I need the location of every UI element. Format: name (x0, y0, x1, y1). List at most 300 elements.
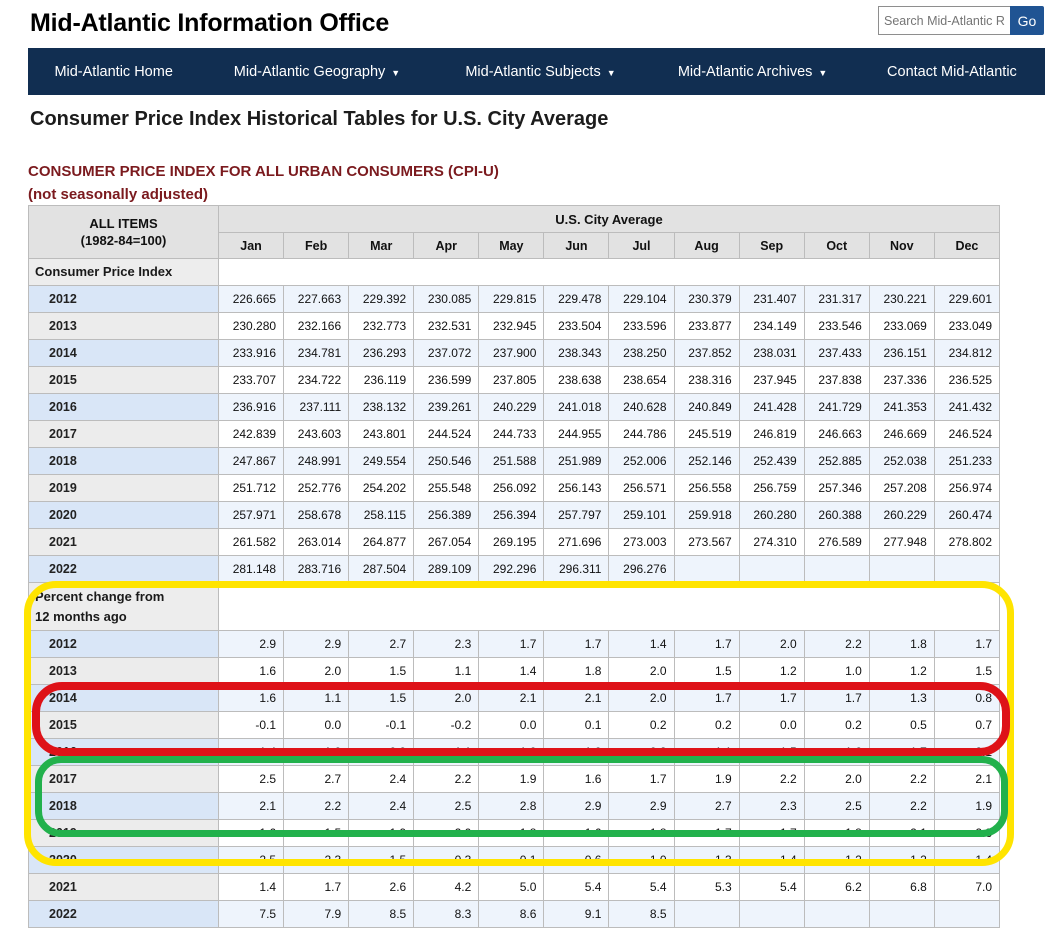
page-header (30, 6, 1044, 38)
value-cell: 259.918 (674, 502, 739, 529)
value-cell: 2.2 (869, 766, 934, 793)
value-cell: 8.3 (414, 901, 479, 928)
value-cell: 289.109 (414, 556, 479, 583)
section-header-row (29, 583, 1000, 631)
nav-item-label: Mid-Atlantic Geography (233, 63, 386, 80)
value-cell: 0.2 (674, 712, 739, 739)
value-cell: 246.663 (804, 421, 869, 448)
value-cell: 0.5 (869, 712, 934, 739)
value-cell: 257.208 (869, 475, 934, 502)
value-cell: 242.839 (219, 421, 284, 448)
value-cell: 0.1 (544, 712, 609, 739)
value-cell: 1.1 (414, 739, 479, 766)
value-cell: 2.1 (479, 685, 544, 712)
value-cell: 257.797 (544, 502, 609, 529)
year-cell: 2012 (29, 286, 219, 313)
value-cell: 237.852 (674, 340, 739, 367)
value-cell: 1.6 (544, 820, 609, 847)
value-cell: 1.7 (739, 685, 804, 712)
value-cell: 2.1 (219, 793, 284, 820)
value-cell: 230.280 (219, 313, 284, 340)
value-cell: 1.7 (674, 685, 739, 712)
value-cell: 233.504 (544, 313, 609, 340)
value-cell: 1.7 (674, 631, 739, 658)
value-cell: 1.4 (479, 658, 544, 685)
value-cell: -0.2 (414, 712, 479, 739)
value-cell: 260.388 (804, 502, 869, 529)
value-cell: 1.8 (479, 820, 544, 847)
value-cell: 238.638 (544, 367, 609, 394)
value-cell: 2.5 (414, 793, 479, 820)
value-cell: 241.018 (544, 394, 609, 421)
value-cell: 2.0 (609, 658, 674, 685)
page-title: Consumer Price Index Historical Tables for U.S. City Average (30, 108, 609, 130)
value-cell: 229.392 (349, 286, 414, 313)
value-cell: 241.729 (804, 394, 869, 421)
table-row (29, 529, 1000, 556)
value-cell: 237.111 (284, 394, 349, 421)
value-cell: 1.5 (739, 739, 804, 766)
value-cell: 233.877 (674, 313, 739, 340)
value-cell: 1.4 (219, 739, 284, 766)
value-cell: 6.2 (804, 874, 869, 901)
value-cell: 1.0 (284, 739, 349, 766)
value-cell: 1.0 (609, 847, 674, 874)
value-cell: 231.317 (804, 286, 869, 313)
value-cell: 1.8 (544, 658, 609, 685)
value-cell: 273.003 (609, 529, 674, 556)
value-cell: 1.7 (544, 631, 609, 658)
value-cell: 7.5 (219, 901, 284, 928)
value-cell: 232.531 (414, 313, 479, 340)
value-cell: 2.6 (349, 874, 414, 901)
nav-item-mid-atlantic-archives[interactable] (648, 48, 857, 95)
value-cell: 256.571 (609, 475, 674, 502)
value-cell: 2.0 (804, 766, 869, 793)
value-cell: 1.7 (609, 766, 674, 793)
value-cell: 1.4 (609, 631, 674, 658)
value-cell: 2.2 (414, 766, 479, 793)
section-label-line2: 12 months ago (35, 608, 127, 624)
value-cell: 1.6 (544, 766, 609, 793)
value-cell: 232.945 (479, 313, 544, 340)
cpi-heading-line1: CONSUMER PRICE INDEX FOR ALL URBAN CONSUMERS (CPI-U) (28, 163, 499, 180)
value-cell: 256.092 (479, 475, 544, 502)
value-cell: 5.4 (609, 874, 674, 901)
value-cell: 1.5 (284, 820, 349, 847)
value-cell: 237.433 (804, 340, 869, 367)
value-cell: 2.2 (284, 793, 349, 820)
value-cell: 1.1 (674, 739, 739, 766)
month-header: Apr (414, 233, 479, 259)
table-row (29, 421, 1000, 448)
value-cell: 2.5 (804, 793, 869, 820)
value-cell: 2.4 (349, 766, 414, 793)
value-cell (804, 901, 869, 928)
value-cell: 6.8 (869, 874, 934, 901)
value-cell: 229.478 (544, 286, 609, 313)
value-cell: 5.4 (544, 874, 609, 901)
value-cell: 281.148 (219, 556, 284, 583)
nav-item-mid-atlantic-subjects[interactable] (435, 48, 647, 95)
table-row (29, 847, 1000, 874)
value-cell: 258.678 (284, 502, 349, 529)
main-navbar (28, 48, 1045, 95)
month-header: Jul (609, 233, 674, 259)
value-cell: 256.394 (479, 502, 544, 529)
nav-item-label: Mid-Atlantic Archives (677, 63, 813, 80)
value-cell: 2.2 (804, 631, 869, 658)
value-cell: 1.6 (219, 658, 284, 685)
value-cell: 1.7 (284, 874, 349, 901)
value-cell: 1.5 (349, 658, 414, 685)
month-header: Dec (934, 233, 999, 259)
month-header: Nov (869, 233, 934, 259)
value-cell: 2.5 (219, 847, 284, 874)
section-blank-cell (219, 583, 1000, 631)
value-cell: 236.525 (934, 367, 999, 394)
value-cell: 2.3 (414, 631, 479, 658)
value-cell: 238.654 (609, 367, 674, 394)
value-cell: 2.0 (609, 685, 674, 712)
value-cell: 1.4 (219, 874, 284, 901)
value-cell: 2.9 (544, 793, 609, 820)
year-cell: 2014 (29, 685, 219, 712)
value-cell: 9.1 (544, 901, 609, 928)
value-cell: 1.3 (869, 685, 934, 712)
value-cell: 260.280 (739, 502, 804, 529)
value-cell (934, 556, 999, 583)
value-cell: 0.9 (349, 739, 414, 766)
value-cell: 0.2 (804, 712, 869, 739)
year-cell: 2021 (29, 874, 219, 901)
value-cell: 256.389 (414, 502, 479, 529)
table-row (29, 874, 1000, 901)
year-cell: 2016 (29, 739, 219, 766)
value-cell: 2.7 (349, 631, 414, 658)
table-row (29, 631, 1000, 658)
table-row (29, 685, 1000, 712)
value-cell: 234.812 (934, 340, 999, 367)
value-cell: 1.1 (414, 658, 479, 685)
value-cell: 1.9 (479, 766, 544, 793)
value-cell: 1.6 (219, 820, 284, 847)
value-cell: 244.733 (479, 421, 544, 448)
value-cell: 230.085 (414, 286, 479, 313)
value-cell: 252.439 (739, 448, 804, 475)
year-cell: 2017 (29, 766, 219, 793)
value-cell: 1.7 (674, 820, 739, 847)
value-cell: 233.707 (219, 367, 284, 394)
value-cell (739, 901, 804, 928)
value-cell: 296.311 (544, 556, 609, 583)
value-cell: 271.696 (544, 529, 609, 556)
value-cell: 1.7 (934, 631, 999, 658)
value-cell: 267.054 (414, 529, 479, 556)
value-cell: 246.819 (739, 421, 804, 448)
value-cell: 269.195 (479, 529, 544, 556)
value-cell: 8.5 (349, 901, 414, 928)
value-cell: 1.8 (609, 820, 674, 847)
value-cell: 241.428 (739, 394, 804, 421)
table-row (29, 502, 1000, 529)
value-cell: 239.261 (414, 394, 479, 421)
value-cell: 0.7 (934, 712, 999, 739)
site-title: Mid-Atlantic Information Office (30, 9, 390, 37)
value-cell: 1.3 (674, 847, 739, 874)
value-cell: 2.0 (414, 685, 479, 712)
value-cell: 232.773 (349, 313, 414, 340)
value-cell: 1.0 (544, 739, 609, 766)
value-cell: 248.991 (284, 448, 349, 475)
value-cell: 252.776 (284, 475, 349, 502)
year-cell: 2013 (29, 658, 219, 685)
value-cell: 1.0 (479, 739, 544, 766)
value-cell: 258.115 (349, 502, 414, 529)
value-cell (674, 556, 739, 583)
value-cell: 1.4 (934, 847, 999, 874)
value-cell: 246.524 (934, 421, 999, 448)
month-header: Oct (804, 233, 869, 259)
year-cell: 2012 (29, 631, 219, 658)
value-cell: 237.805 (479, 367, 544, 394)
year-cell: 2014 (29, 340, 219, 367)
value-cell: 2.9 (609, 793, 674, 820)
section-label (29, 583, 219, 631)
table-row (29, 394, 1000, 421)
value-cell: 1.9 (349, 820, 414, 847)
value-cell: 1.4 (739, 847, 804, 874)
value-cell: 2.9 (284, 631, 349, 658)
value-cell: 251.989 (544, 448, 609, 475)
value-cell: 8.5 (609, 901, 674, 928)
value-cell: 5.3 (674, 874, 739, 901)
cpi-table-wrap (28, 205, 1000, 928)
year-cell: 2015 (29, 712, 219, 739)
value-cell: 249.554 (349, 448, 414, 475)
value-cell: 252.146 (674, 448, 739, 475)
nav-item-mid-atlantic-home[interactable] (28, 48, 199, 95)
year-cell: 2019 (29, 820, 219, 847)
value-cell: 230.221 (869, 286, 934, 313)
value-cell: 4.2 (414, 874, 479, 901)
year-cell: 2020 (29, 847, 219, 874)
table-row (29, 766, 1000, 793)
chevron-down-icon: ▼ (606, 67, 616, 78)
value-cell: 2.9 (219, 631, 284, 658)
table-row (29, 286, 1000, 313)
table-row (29, 712, 1000, 739)
value-cell: 283.716 (284, 556, 349, 583)
value-cell: 231.407 (739, 286, 804, 313)
value-cell: 1.5 (349, 685, 414, 712)
value-cell: 278.802 (934, 529, 999, 556)
value-cell: 233.596 (609, 313, 674, 340)
section-label-line1: Percent change from (35, 588, 165, 604)
value-cell: 260.229 (869, 502, 934, 529)
value-cell: 7.9 (284, 901, 349, 928)
search-go-button[interactable]: Go (1010, 6, 1044, 35)
value-cell: 2.1 (544, 685, 609, 712)
value-cell: 252.006 (609, 448, 674, 475)
value-cell: 1.6 (804, 739, 869, 766)
value-cell: -0.1 (219, 712, 284, 739)
value-cell: 255.548 (414, 475, 479, 502)
nav-item-contact-mid-atlantic[interactable] (859, 48, 1045, 95)
section-label (29, 259, 219, 286)
value-cell: 1.2 (739, 658, 804, 685)
group-header: U.S. City Average (219, 206, 1000, 233)
value-cell: 261.582 (219, 529, 284, 556)
value-cell: 256.558 (674, 475, 739, 502)
search-area (878, 6, 1044, 35)
table-row (29, 556, 1000, 583)
value-cell: 233.546 (804, 313, 869, 340)
value-cell: 234.722 (284, 367, 349, 394)
value-cell: 0.3 (414, 847, 479, 874)
value-cell: 238.343 (544, 340, 609, 367)
value-cell: 8.6 (479, 901, 544, 928)
section-blank-cell (219, 259, 1000, 286)
value-cell: 1.7 (869, 739, 934, 766)
value-cell: 1.2 (804, 847, 869, 874)
month-header: Sep (739, 233, 804, 259)
value-cell (869, 556, 934, 583)
value-cell: 251.588 (479, 448, 544, 475)
value-cell (739, 556, 804, 583)
value-cell: 2.0 (284, 658, 349, 685)
month-header: Mar (349, 233, 414, 259)
value-cell: 1.1 (284, 685, 349, 712)
value-cell: 233.049 (934, 313, 999, 340)
value-cell: 244.955 (544, 421, 609, 448)
table-row (29, 658, 1000, 685)
value-cell: 238.132 (349, 394, 414, 421)
month-header: May (479, 233, 544, 259)
value-cell: 254.202 (349, 475, 414, 502)
value-cell: 236.151 (869, 340, 934, 367)
value-cell: 251.712 (219, 475, 284, 502)
value-cell: 238.316 (674, 367, 739, 394)
table-row (29, 901, 1000, 928)
value-cell: 1.6 (219, 685, 284, 712)
value-cell: 1.8 (804, 820, 869, 847)
search-input[interactable] (878, 6, 1010, 35)
year-cell: 2015 (29, 367, 219, 394)
nav-item-mid-atlantic-geography[interactable] (201, 48, 432, 95)
section-header-row (29, 259, 1000, 286)
all-items-header (29, 206, 219, 259)
nav-item-label: Contact Mid-Atlantic (887, 63, 1017, 80)
value-cell: 292.296 (479, 556, 544, 583)
value-cell: 244.524 (414, 421, 479, 448)
value-cell: 0.1 (479, 847, 544, 874)
value-cell: 257.971 (219, 502, 284, 529)
value-cell: 296.276 (609, 556, 674, 583)
cpi-heading (28, 160, 499, 206)
table-row (29, 820, 1000, 847)
value-cell: 243.603 (284, 421, 349, 448)
value-cell: 274.310 (739, 529, 804, 556)
table-row (29, 313, 1000, 340)
value-cell: 276.589 (804, 529, 869, 556)
year-cell: 2021 (29, 529, 219, 556)
value-cell: 238.031 (739, 340, 804, 367)
chevron-down-icon: ▼ (391, 67, 401, 78)
value-cell (804, 556, 869, 583)
value-cell: 2.3 (284, 847, 349, 874)
value-cell: 245.519 (674, 421, 739, 448)
month-header: Jan (219, 233, 284, 259)
value-cell: 2.0 (414, 820, 479, 847)
value-cell: 244.786 (609, 421, 674, 448)
nav-item-label: Mid-Atlantic Subjects (465, 63, 601, 80)
value-cell: 1.8 (869, 631, 934, 658)
value-cell: 0.8 (934, 685, 999, 712)
value-cell: 0.6 (544, 847, 609, 874)
value-cell: 1.5 (934, 658, 999, 685)
value-cell (674, 901, 739, 928)
value-cell: 256.143 (544, 475, 609, 502)
value-cell: 227.663 (284, 286, 349, 313)
all-items-line2: (1982-84=100) (80, 233, 167, 248)
value-cell: 237.945 (739, 367, 804, 394)
value-cell: 2.2 (869, 793, 934, 820)
value-cell: 2.1 (934, 766, 999, 793)
value-cell: 0.0 (479, 712, 544, 739)
value-cell: 263.014 (284, 529, 349, 556)
value-cell: 237.900 (479, 340, 544, 367)
value-cell: 256.974 (934, 475, 999, 502)
value-cell: 2.7 (284, 766, 349, 793)
value-cell: 277.948 (869, 529, 934, 556)
section-label-line1: Consumer Price Index (35, 264, 173, 279)
value-cell: 264.877 (349, 529, 414, 556)
value-cell: 259.101 (609, 502, 674, 529)
value-cell: 1.7 (479, 631, 544, 658)
value-cell: 2.0 (739, 631, 804, 658)
value-cell: 233.916 (219, 340, 284, 367)
table-row (29, 739, 1000, 766)
value-cell: 233.069 (869, 313, 934, 340)
value-cell: 273.567 (674, 529, 739, 556)
value-cell: 252.885 (804, 448, 869, 475)
year-cell: 2019 (29, 475, 219, 502)
value-cell: 1.7 (804, 685, 869, 712)
value-cell: 236.916 (219, 394, 284, 421)
value-cell: 1.0 (804, 658, 869, 685)
value-cell: 234.149 (739, 313, 804, 340)
value-cell: 229.815 (479, 286, 544, 313)
value-cell: 240.628 (609, 394, 674, 421)
value-cell: 1.9 (674, 766, 739, 793)
value-cell: 0.0 (739, 712, 804, 739)
year-cell: 2016 (29, 394, 219, 421)
value-cell (934, 901, 999, 928)
value-cell: 2.3 (739, 793, 804, 820)
value-cell: 240.849 (674, 394, 739, 421)
value-cell: 2.7 (674, 793, 739, 820)
year-cell: 2022 (29, 901, 219, 928)
value-cell: 2.5 (219, 766, 284, 793)
chevron-down-icon: ▼ (818, 67, 828, 78)
value-cell: 1.5 (349, 847, 414, 874)
value-cell: 230.379 (674, 286, 739, 313)
year-cell: 2017 (29, 421, 219, 448)
value-cell: 1.2 (869, 658, 934, 685)
value-cell: 234.781 (284, 340, 349, 367)
value-cell: 237.336 (869, 367, 934, 394)
